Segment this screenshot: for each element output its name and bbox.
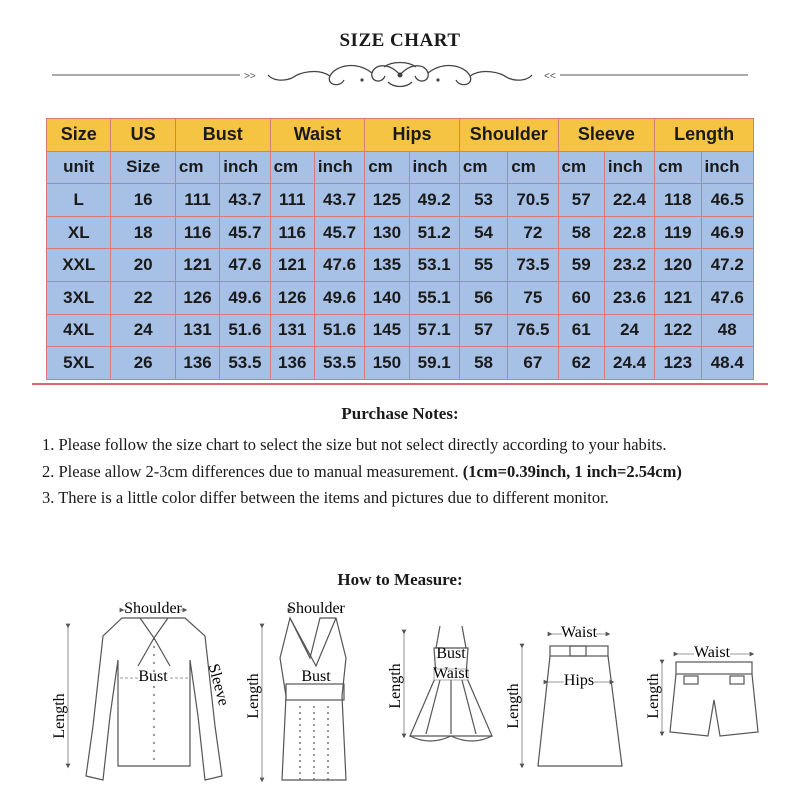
value-cell: 136 (175, 347, 219, 380)
shoulder-label: Shoulder (287, 600, 345, 617)
table-row (47, 184, 754, 217)
table-header-row (47, 119, 754, 152)
value-cell: 53 (459, 184, 507, 217)
value-cell: 67 (508, 347, 558, 380)
table-bottom-rule (32, 383, 768, 385)
note-item: 1. Please follow the size chart to select the size but not select directly according to your habits. (42, 435, 667, 454)
value-cell: 23.2 (604, 249, 654, 282)
table-unit-row (47, 151, 754, 184)
blouse-illustration (86, 618, 222, 780)
size-cell: XXL (47, 249, 111, 282)
bust-label: Bust (436, 645, 466, 662)
unit-cell: cm (270, 151, 314, 184)
value-cell: 75 (508, 281, 558, 314)
value-cell: 54 (459, 216, 507, 249)
value-cell: 55.1 (409, 281, 459, 314)
shoulder-label: Shoulder (124, 600, 182, 617)
value-cell: 111 (175, 184, 219, 217)
header-cell: Shoulder (459, 119, 558, 152)
waist-label: Waist (432, 665, 470, 682)
value-cell: 22.8 (604, 216, 654, 249)
value-cell: 116 (270, 216, 314, 249)
note-text: 2. Please allow 2-3cm differences due to manual measurement. (42, 461, 463, 481)
table-row (47, 314, 754, 347)
tank-top-illustration (280, 618, 346, 780)
value-cell: 57 (558, 184, 604, 217)
value-cell: 121 (270, 249, 314, 282)
value-cell: 24 (111, 314, 175, 347)
note-item (42, 459, 772, 486)
length-label: Length (245, 673, 262, 719)
value-cell: 118 (655, 184, 701, 217)
value-cell: 22.4 (604, 184, 654, 217)
value-cell: 18 (111, 216, 175, 249)
bust-label: Bust (301, 668, 331, 685)
value-cell: 125 (365, 184, 409, 217)
dress-illustration (410, 626, 492, 741)
value-cell: 53.5 (314, 347, 364, 380)
header-cell: Sleeve (558, 119, 655, 152)
value-cell: 53.1 (409, 249, 459, 282)
note-conversion: (1cm=0.39inch, 1 inch=2.54cm) (462, 461, 682, 481)
size-cell: 4XL (47, 314, 111, 347)
value-cell: 47.2 (701, 249, 753, 282)
waist-label: Waist (560, 624, 598, 641)
sleeve-label: Sleeve (204, 662, 233, 708)
value-cell: 43.7 (314, 184, 364, 217)
unit-cell: cm (558, 151, 604, 184)
value-cell: 121 (655, 281, 701, 314)
value-cell: 131 (270, 314, 314, 347)
value-cell: 51.2 (409, 216, 459, 249)
unit-cell: Size (111, 151, 175, 184)
length-label: Length (505, 683, 522, 729)
value-cell: 130 (365, 216, 409, 249)
purchase-notes-title: Purchase Notes: (341, 404, 459, 423)
unit-cell: cm (459, 151, 507, 184)
value-cell: 47.6 (314, 249, 364, 282)
value-cell: 46.5 (701, 184, 753, 217)
header-cell: Hips (365, 119, 460, 152)
note-item: 3. There is a little color differ between the items and pictures due to different monitor. (42, 488, 609, 507)
value-cell: 136 (270, 347, 314, 380)
size-chart-table (46, 118, 754, 380)
unit-cell: cm (508, 151, 558, 184)
value-cell: 45.7 (314, 216, 364, 249)
table-row (47, 347, 754, 380)
value-cell: 122 (655, 314, 701, 347)
skirt-illustration (538, 646, 622, 766)
length-label: Length (51, 693, 68, 739)
value-cell: 62 (558, 347, 604, 380)
value-cell: 70.5 (508, 184, 558, 217)
value-cell: 145 (365, 314, 409, 347)
value-cell: 116 (175, 216, 219, 249)
unit-cell: inch (604, 151, 654, 184)
table-row (47, 249, 754, 282)
value-cell: 53.5 (220, 347, 270, 380)
value-cell: 59 (558, 249, 604, 282)
value-cell: 135 (365, 249, 409, 282)
value-cell: 51.6 (314, 314, 364, 347)
unit-cell: cm (655, 151, 701, 184)
value-cell: 48 (701, 314, 753, 347)
unit-cell: inch (314, 151, 364, 184)
value-cell: 120 (655, 249, 701, 282)
value-cell: 55 (459, 249, 507, 282)
value-cell: 20 (111, 249, 175, 282)
value-cell: 49.6 (220, 281, 270, 314)
value-cell: 46.9 (701, 216, 753, 249)
length-label: Length (645, 673, 662, 719)
value-cell: 150 (365, 347, 409, 380)
size-cell: 3XL (47, 281, 111, 314)
svg-text:<<: << (544, 71, 556, 82)
value-cell: 48.4 (701, 347, 753, 380)
length-label: Length (387, 663, 404, 709)
value-cell: 43.7 (220, 184, 270, 217)
value-cell: 47.6 (220, 249, 270, 282)
unit-cell: cm (175, 151, 219, 184)
size-cell: 5XL (47, 347, 111, 380)
value-cell: 51.6 (220, 314, 270, 347)
value-cell: 26 (111, 347, 175, 380)
value-cell: 119 (655, 216, 701, 249)
value-cell: 73.5 (508, 249, 558, 282)
header-cell: Waist (270, 119, 365, 152)
value-cell: 56 (459, 281, 507, 314)
value-cell: 111 (270, 184, 314, 217)
value-cell: 123 (655, 347, 701, 380)
value-cell: 140 (365, 281, 409, 314)
value-cell: 58 (459, 347, 507, 380)
how-to-measure-title: How to Measure: (337, 570, 463, 589)
value-cell: 131 (175, 314, 219, 347)
value-cell: 76.5 (508, 314, 558, 347)
size-cell: L (47, 184, 111, 217)
header-cell: Length (655, 119, 754, 152)
value-cell: 47.6 (701, 281, 753, 314)
ornament-divider (0, 58, 800, 94)
value-cell: 23.6 (604, 281, 654, 314)
value-cell: 24.4 (604, 347, 654, 380)
purchase-notes (42, 432, 772, 512)
header-cell: US (111, 119, 175, 152)
waist-label: Waist (693, 644, 731, 661)
header-cell: Size (47, 119, 111, 152)
unit-cell: inch (701, 151, 753, 184)
value-cell: 58 (558, 216, 604, 249)
value-cell: 45.7 (220, 216, 270, 249)
unit-cell: inch (409, 151, 459, 184)
value-cell: 59.1 (409, 347, 459, 380)
header-cell: Bust (175, 119, 270, 152)
value-cell: 126 (270, 281, 314, 314)
unit-cell: cm (365, 151, 409, 184)
value-cell: 57.1 (409, 314, 459, 347)
hips-label: Hips (563, 672, 595, 689)
value-cell: 60 (558, 281, 604, 314)
svg-text:>>: >> (244, 71, 256, 82)
shorts-illustration (670, 662, 758, 736)
value-cell: 49.6 (314, 281, 364, 314)
value-cell: 126 (175, 281, 219, 314)
size-cell: XL (47, 216, 111, 249)
unit-cell: inch (220, 151, 270, 184)
value-cell: 72 (508, 216, 558, 249)
measure-illustrations (0, 596, 800, 800)
bust-label: Bust (138, 668, 168, 685)
value-cell: 24 (604, 314, 654, 347)
unit-cell: unit (47, 151, 111, 184)
value-cell: 49.2 (409, 184, 459, 217)
table-row (47, 281, 754, 314)
value-cell: 22 (111, 281, 175, 314)
page-title: SIZE CHART (339, 30, 461, 51)
value-cell: 61 (558, 314, 604, 347)
value-cell: 57 (459, 314, 507, 347)
value-cell: 121 (175, 249, 219, 282)
value-cell: 16 (111, 184, 175, 217)
table-row (47, 216, 754, 249)
